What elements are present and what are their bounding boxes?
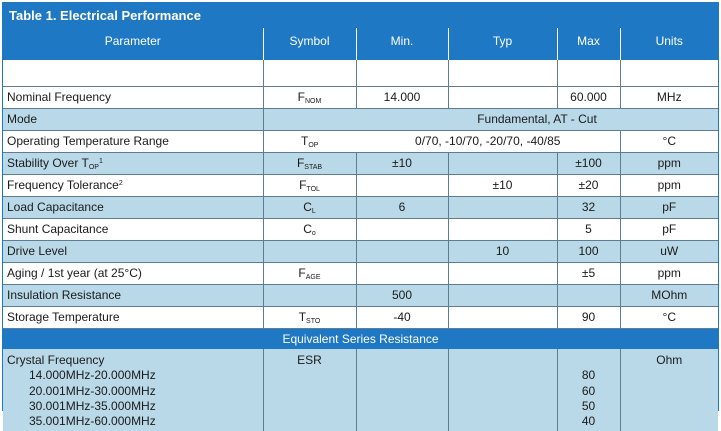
- min-load-capacitance: 6: [356, 196, 448, 218]
- table-row: [3, 240, 718, 262]
- param-nominal-frequency: Nominal Frequency: [3, 86, 263, 108]
- value-operating-temperature: 0/70, -10/70, -20/70, -40/85: [356, 130, 620, 152]
- spacer-row: [3, 60, 718, 86]
- typ-load-capacitance: [448, 196, 557, 218]
- esr-symbol: ESR: [263, 349, 356, 431]
- units-stability: ppm: [620, 152, 718, 174]
- max-stability: ±100: [557, 152, 620, 174]
- symbol-insulation-resistance: [263, 284, 356, 306]
- table-row: [3, 152, 718, 174]
- table-row: [3, 306, 718, 328]
- param-drive-level: Drive Level: [3, 240, 263, 262]
- symbol-stability: $F_{STAB}$: [263, 152, 356, 174]
- esr-max: 50: [581, 398, 596, 413]
- symbol-nominal-frequency: $F_{NOM}$: [263, 86, 356, 108]
- esr-max: 80: [581, 368, 596, 383]
- header-parameter: Parameter: [3, 28, 263, 60]
- table-row: [3, 174, 718, 196]
- esr-units: Ohm: [620, 349, 718, 431]
- typ-aging: [448, 262, 557, 284]
- esr-range: 30.001MHz-35.000MHz: [29, 398, 156, 413]
- units-load-capacitance: pF: [620, 196, 718, 218]
- symbol-frequency-tolerance: $F_{TOL}$: [263, 174, 356, 196]
- typ-insulation-resistance: [448, 284, 557, 306]
- param-storage-temperature: Storage Temperature: [3, 306, 263, 328]
- symbol-storage-temperature: $T_{STO}$: [263, 306, 356, 328]
- units-shunt-capacitance: pF: [620, 218, 718, 240]
- esr-max: 60: [581, 383, 596, 398]
- esr-range: 14.000MHz-20.000MHz: [29, 368, 156, 383]
- max-storage-temperature: 90: [557, 306, 620, 328]
- max-frequency-tolerance: ±20: [557, 174, 620, 196]
- max-load-capacitance: 32: [557, 196, 620, 218]
- param-shunt-capacitance: Shunt Capacitance: [3, 218, 263, 240]
- min-aging: [356, 262, 448, 284]
- table-row: [3, 108, 718, 130]
- header-symbol: Symbol: [263, 28, 356, 60]
- table-row: [3, 86, 718, 108]
- units-insulation-resistance: MOhm: [620, 284, 718, 306]
- units-nominal-frequency: MHz: [620, 86, 718, 108]
- units-storage-temperature: °C: [620, 306, 718, 328]
- param-aging: Aging / 1st year (at 25°C): [3, 262, 263, 284]
- typ-nominal-frequency: [448, 86, 557, 108]
- param-stability: Stability Over $T_{OP}^1$: [3, 152, 263, 174]
- param-load-capacitance: Load Capacitance: [3, 196, 263, 218]
- esr-section-title: Equivalent Series Resistance: [3, 328, 718, 349]
- typ-drive-level: 10: [448, 240, 557, 262]
- symbol-operating-temperature: $T_{OP}$: [263, 130, 356, 152]
- min-shunt-capacitance: [356, 218, 448, 240]
- esr-range: 35.001MHz-60.000MHz: [29, 414, 156, 429]
- param-frequency-tolerance: Frequency Tolerance$^2$: [3, 174, 263, 196]
- typ-stability: [448, 152, 557, 174]
- param-insulation-resistance: Insulation Resistance: [3, 284, 263, 306]
- min-stability: ±10: [356, 152, 448, 174]
- units-aging: ppm: [620, 262, 718, 284]
- header-row: [3, 28, 718, 60]
- max-aging: ±5: [557, 262, 620, 284]
- esr-parameter: Crystal Frequency: [7, 353, 105, 367]
- max-drive-level: 100: [557, 240, 620, 262]
- esr-range: 20.001MHz-30.000MHz: [29, 383, 156, 398]
- units-drive-level: uW: [620, 240, 718, 262]
- units-operating-temperature: °C: [620, 130, 718, 152]
- table-row: [3, 284, 718, 306]
- typ-frequency-tolerance: ±10: [448, 174, 557, 196]
- esr-row: [3, 349, 718, 431]
- param-mode: Mode: [3, 108, 263, 130]
- symbol-load-capacitance: $C_L$: [263, 196, 356, 218]
- esr-max-cell: [557, 349, 620, 431]
- min-insulation-resistance: 500: [356, 284, 448, 306]
- header-min: Min.: [356, 28, 448, 60]
- min-drive-level: [356, 240, 448, 262]
- value-mode: Fundamental, AT - Cut: [356, 108, 718, 130]
- max-insulation-resistance: [557, 284, 620, 306]
- param-operating-temperature: Operating Temperature Range: [3, 130, 263, 152]
- symbol-aging: $F_{AGE}$: [263, 262, 356, 284]
- header-typ: Typ: [448, 28, 557, 60]
- min-frequency-tolerance: [356, 174, 448, 196]
- symbol-drive-level: [263, 240, 356, 262]
- electrical-performance-table: [3, 28, 718, 431]
- table-row: [3, 218, 718, 240]
- min-storage-temperature: -40: [356, 306, 448, 328]
- max-shunt-capacitance: 5: [557, 218, 620, 240]
- table-row: [3, 130, 718, 152]
- typ-shunt-capacitance: [448, 218, 557, 240]
- units-frequency-tolerance: ppm: [620, 174, 718, 196]
- esr-section-header: [3, 328, 718, 349]
- table-row: [3, 196, 718, 218]
- header-max: Max: [557, 28, 620, 60]
- table-row: [3, 262, 718, 284]
- typ-storage-temperature: [448, 306, 557, 328]
- max-nominal-frequency: 60.000: [557, 86, 620, 108]
- electrical-performance-table-container: [2, 2, 719, 429]
- table-title: Table 1. Electrical Performance: [3, 3, 718, 28]
- esr-parameter-cell: [3, 349, 263, 431]
- symbol-shunt-capacitance: $C_o$: [263, 218, 356, 240]
- esr-max: 40: [581, 414, 596, 429]
- min-nominal-frequency: 14.000: [356, 86, 448, 108]
- header-units: Units: [620, 28, 718, 60]
